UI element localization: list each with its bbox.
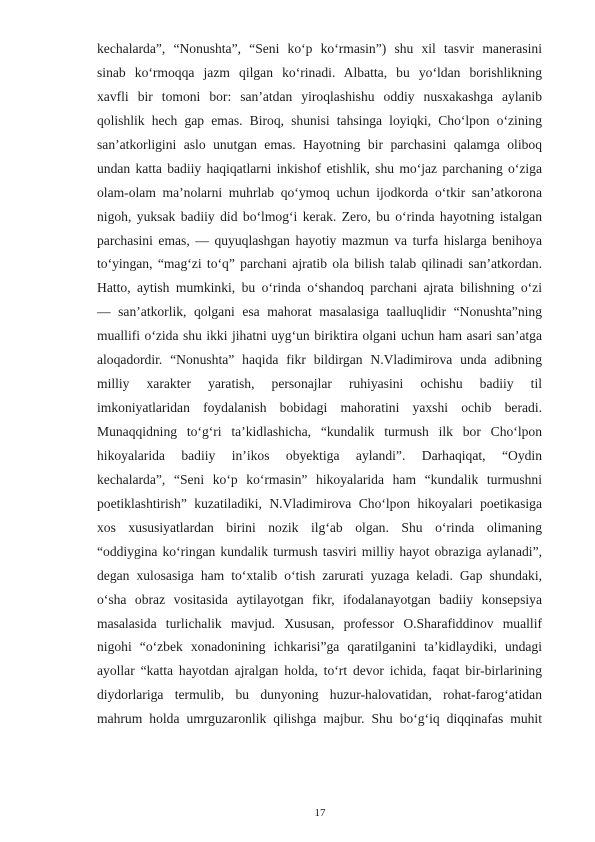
text-line: parchasini emas, — quyuqlashgan hayotiy mazmun va turfa hislarga benihoya [97, 232, 542, 248]
text-line: ayollar “katta hayotdan ajralgan holda, to‘rt devor ichida, faqat bir-birlarining [97, 663, 542, 679]
text-line: kechalarda”, “Nonushta”, “Seni ko‘p ko‘rmasin”) shu xil tasvir manerasini [97, 41, 542, 56]
text-line: degan xulosasiga ham to‘xtalib o‘tish zarurati yuzaga keladi. Gap shundaki, [97, 567, 542, 583]
text-line: hikoyalarida badiiy in’ikos obyektiga aylandi”. Darhaqiqat, “Oydin [97, 447, 542, 463]
text-line: olam-olam ma’nolarni muhrlab qo‘ymoq uchun ijodkorda o‘tkir san’atkorona [97, 184, 542, 200]
text-line: kechalarda”, “Seni ko‘p ko‘rmasin” hikoyalarida ham “kundalik turmushni [97, 471, 542, 487]
text-line: diydorlariga termulib, bu dunyoning huzur-halovatidan, rohat-farog‘atidan [97, 687, 542, 703]
text-line: “oddiygina ko‘ringan kundalik turmush tasviri milliy hayot obraziga aylanadi”, [97, 543, 542, 559]
text-line: Hatto, aytish mumkinki, bu o‘rinda o‘shandoq parchani ajrata bilishning o‘zi [97, 280, 542, 296]
text-line: san’atkorligini aslo unutgan emas. Hayotning bir parchasini qalamga oliboq [97, 136, 542, 152]
text-line: xos xususiyatlardan birini nozik ilg‘ab olgan. Shu o‘rinda olimaning [97, 519, 542, 535]
body-text [97, 37, 542, 731]
text-line: nigoh, yuksak badiiy did bo‘lmog‘i kerak. Zero, bu o‘rinda hayotning istalgan [97, 208, 542, 224]
text-line: sinab ko‘rmoqqa jazm qilgan ko‘rinadi. Albatta, bu yo‘ldan borishlikning [97, 64, 542, 80]
text-line: imkoniyatlaridan foydalanish bobidagi mahoratini yaxshi ochib beradi. [97, 400, 542, 416]
text-line: xavfli bir tomoni bor: san’atdan yiroqlashishu oddiy nusxakashga aylanib [97, 88, 542, 104]
text-line: mahrum holda umrguzaronlik qilishga majbur. Shu bo‘g‘iq diqqinafas muhit [97, 711, 542, 727]
text-line: qolishlik hech gap emas. Biroq, shunisi tahsinga loyiqki, Cho‘lpon o‘zining [97, 112, 542, 128]
text-line: undan katta badiiy haqiqatlarni inkishof etishlik, shu mo‘jaz parchaning o‘ziga [97, 160, 542, 176]
text-line: Munaqqidning to‘g‘ri ta’kidlashicha, “kundalik turmush ilk bor Cho‘lpon [97, 424, 542, 439]
text-line: poetiklashtirish” kuzatiladiki, N.Vladimirova Cho‘lpon hikoyalari poetikasiga [97, 495, 542, 511]
page-number: 17 [314, 807, 326, 819]
text-line: o‘sha obraz vositasida aytilayotgan fikr, ifodalanayotgan badiiy konsepsiya [97, 591, 542, 607]
text-line: — san’atkorlik, qolgani esa mahorat masalasiga taalluqlidir “Nonushta”ning [97, 304, 542, 320]
text-line: milliy xarakter yaratish, personajlar ruhiyasini ochishu badiiy til [97, 376, 542, 392]
text-line: to‘yingan, “mag‘zi to‘q” parchani ajratib ola bilish talab qilinadi san’atkordan. [97, 256, 542, 272]
text-line: masalasida turlichalik mavjud. Xususan, professor O.Sharafiddinov muallif [97, 615, 542, 631]
text-line: aloqadordir. “Nonushta” haqida fikr bildirgan N.Vladimirova unda adibning [97, 352, 542, 368]
text-line: muallifi o‘zida shu ikki jihatni uyg‘un biriktira olgani uchun ham asari san’atga [97, 328, 542, 344]
text-line: nigohi “o‘zbek xonadonining ichkarisi”ga qaratilganini ta’kidlaydiki, undagi [97, 639, 542, 655]
